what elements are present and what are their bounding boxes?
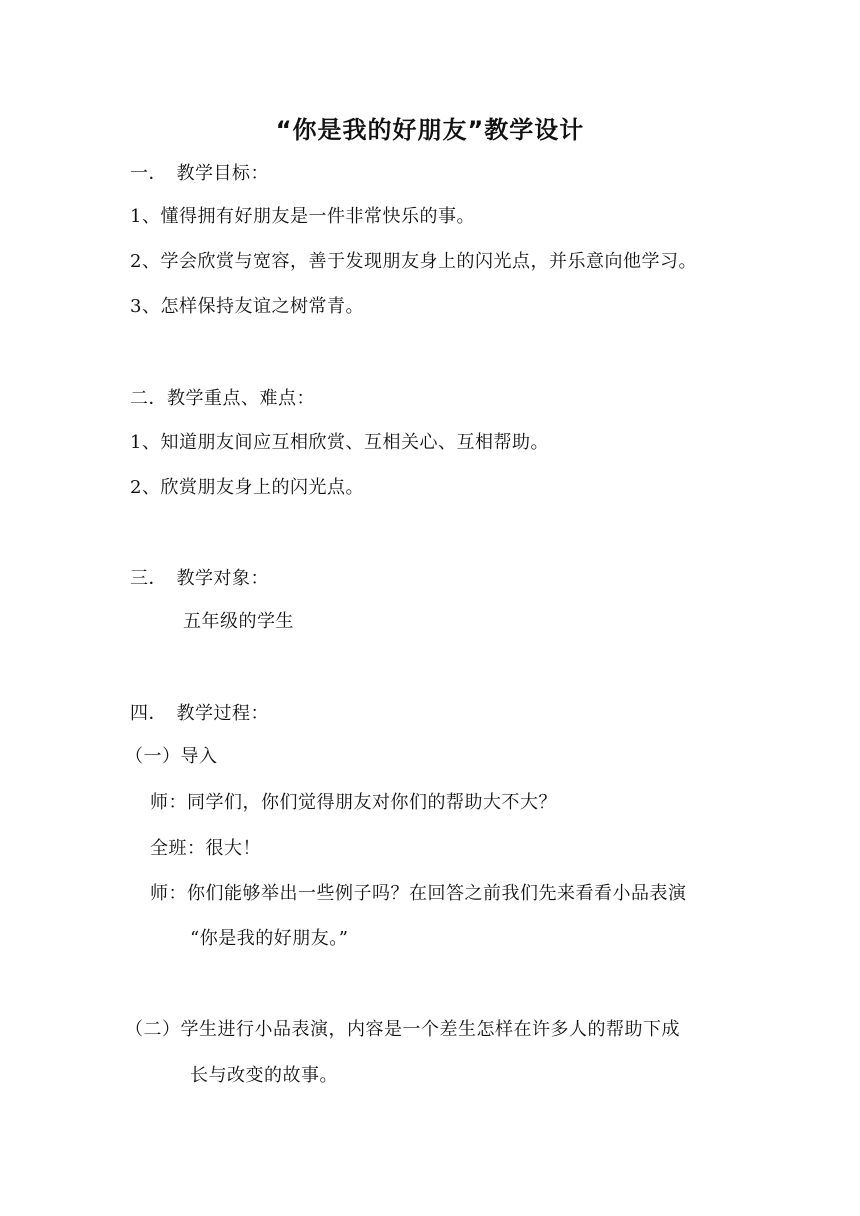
section2-item-2: 2、欣赏朋友身上的闪光点。 (130, 477, 364, 498)
part2-line-1: （二）学生进行小品表演，内容是一个差生怎样在许多人的帮助下成 (125, 1019, 680, 1040)
section1-item-2: 2、学会欣赏与宽容，善于发现朋友身上的闪光点，并乐意向他学习。 (130, 251, 697, 272)
document-title: “你是我的好朋友”教学设计 (275, 116, 585, 144)
section2-heading: 二．教学重点、难点： (130, 388, 315, 409)
section1-heading: 一． 教学目标： (130, 163, 269, 184)
section4-heading: 四． 教学过程： (130, 703, 269, 724)
part1-line-2: 全班：很大！ (150, 838, 261, 859)
part2-line-2: 长与改变的故事。 (190, 1065, 338, 1086)
section1-item-3: 3、怎样保持友谊之树常青。 (130, 296, 364, 317)
part1-line-1: 师：同学们，你们觉得朋友对你们的帮助大不大？ (150, 792, 557, 813)
part1-heading: （一）导入 (125, 746, 218, 767)
section2-item-1: 1、知道朋友间应互相欣赏、互相关心、互相帮助。 (130, 432, 549, 453)
part1-line-4: “你是我的好朋友。” (190, 928, 349, 949)
section3-heading: 三． 教学对象： (130, 568, 269, 589)
part1-line-3: 师：你们能够举出一些例子吗？在回答之前我们先来看看小品表演 (150, 883, 687, 904)
section3-body: 五年级的学生 (183, 611, 294, 632)
section1-item-1: 1、懂得拥有好朋友是一件非常快乐的事。 (130, 206, 475, 227)
